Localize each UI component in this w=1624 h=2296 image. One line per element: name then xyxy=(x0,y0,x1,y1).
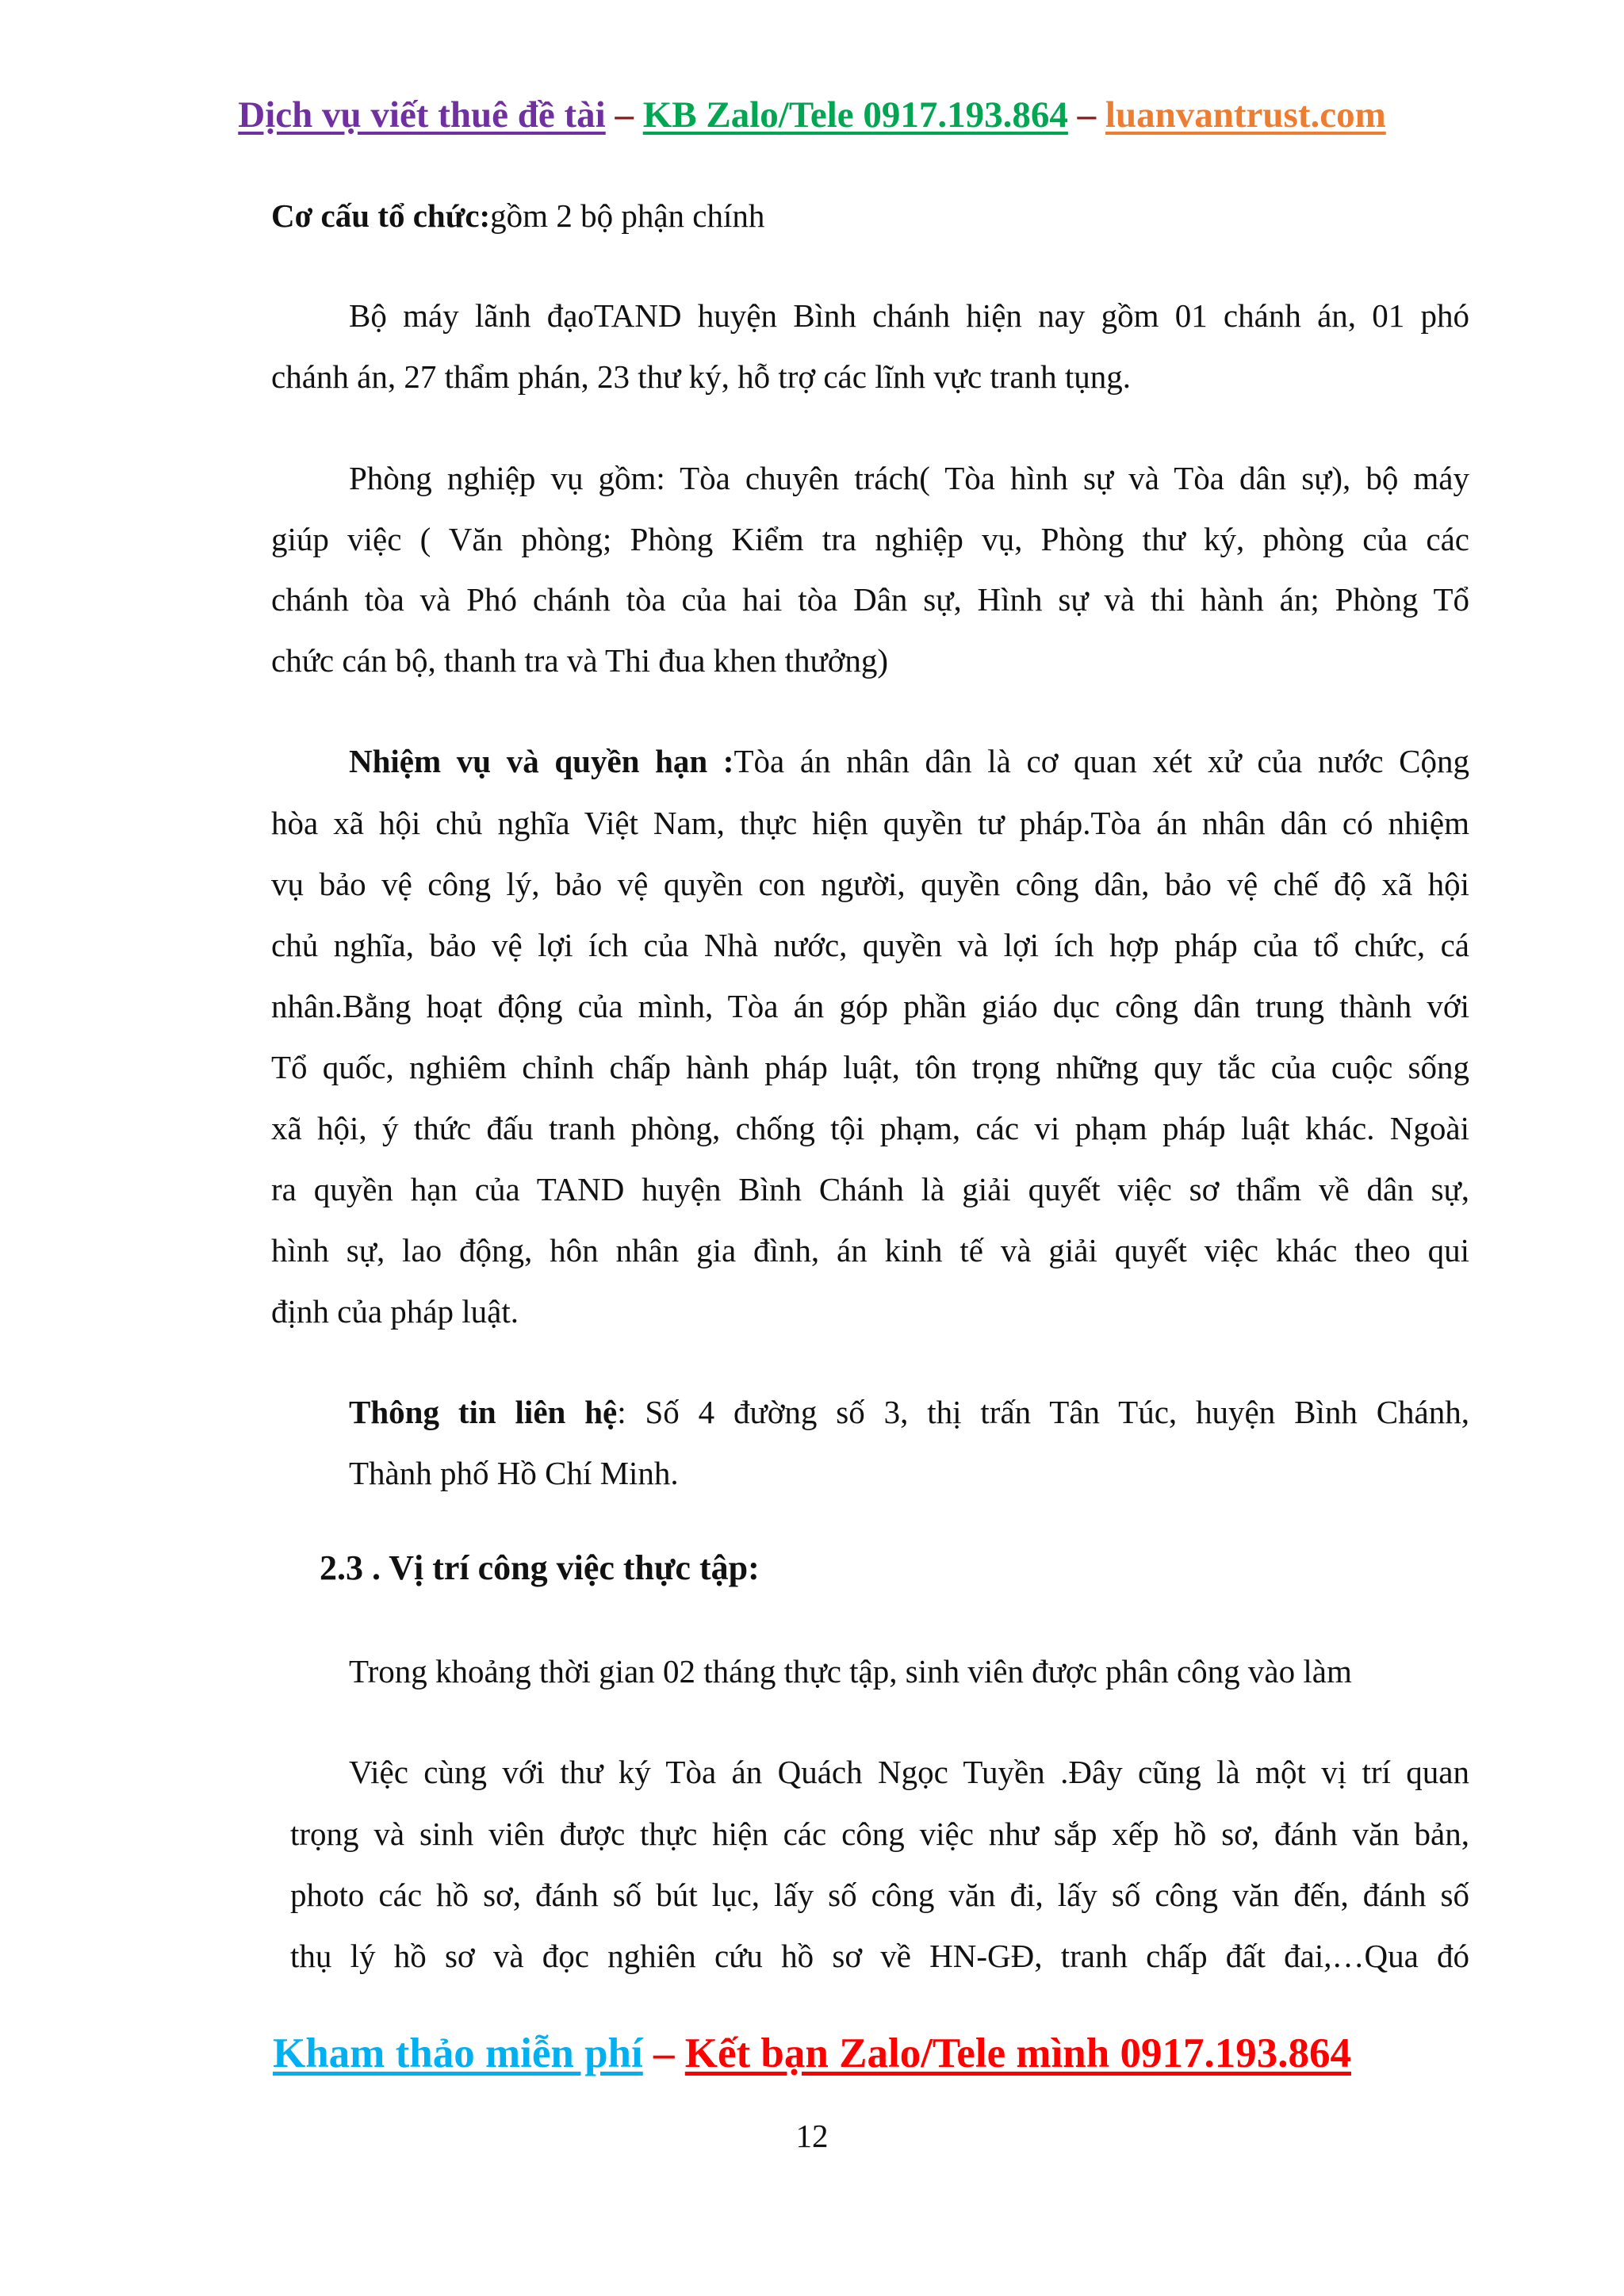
org-structure-line xyxy=(271,195,764,236)
section-heading: 2.3 . Vị trí công việc thực tập: xyxy=(320,1548,760,1587)
paragraph-line: ra quyền hạn của TAND huyện Bình Chánh là giải quyết việc sơ thẩm về dân sự, xyxy=(271,1171,1469,1207)
paragraph-line: photo các hồ sơ, đánh số bút lục, lấy số công văn đi, lấy số công văn đến, đánh số xyxy=(290,1877,1469,1913)
header-separator: – xyxy=(605,94,643,136)
header-website-link[interactable]: luanvantrust.com xyxy=(1105,94,1386,136)
duties-text: Tòa án nhân dân là cơ quan xét xử của nước Cộng xyxy=(733,743,1469,779)
paragraph-line: chánh án, 27 thẩm phán, 23 thư ký, hỗ trợ các lĩnh vực tranh tụng. xyxy=(271,358,1132,395)
paragraph-line: định của pháp luật. xyxy=(271,1293,519,1330)
paragraph-line: chủ nghĩa, bảo vệ lợi ích của Nhà nước, quyền và lợi ích hợp pháp của tổ chức, cá xyxy=(271,927,1469,963)
header-separator: – xyxy=(1067,94,1105,136)
paragraph-line: hòa xã hội chủ nghĩa Việt Nam, thực hiện quyền tư pháp.Tòa án nhân dân có nhiệm xyxy=(271,805,1469,841)
paragraph-line: giúp việc ( Văn phòng; Phòng Kiểm tra nghiệp vụ, Phòng thư ký, phòng của các xyxy=(271,521,1469,557)
contact-text: : Số 4 đường số 3, thị trấn Tân Túc, huyện Bình Chánh, xyxy=(617,1394,1469,1430)
paragraph-line: Phòng nghiệp vụ gồm: Tòa chuyên trách( Tòa hình sự và Tòa dân sự), bộ máy xyxy=(349,460,1469,496)
duties-label: Nhiệm vụ và quyền hạn : xyxy=(349,743,734,779)
contact-first-line xyxy=(349,1391,1469,1433)
paragraph-line: chức cán bộ, thanh tra và Thi đua khen thưởng) xyxy=(271,642,889,679)
paragraph-line: Việc cùng với thư ký Tòa án Quách Ngọc Tuyền .Đây cũng là một vị trí quan xyxy=(349,1754,1469,1790)
header-contact-link[interactable]: KB Zalo/Tele 0917.193.864 xyxy=(642,94,1068,136)
paragraph-line: hình sự, lao động, hôn nhân gia đình, án kinh tế và giải quyết việc khác theo qui xyxy=(271,1232,1469,1269)
org-structure-label: Cơ cấu tổ chức: xyxy=(271,197,491,234)
page-number: 12 xyxy=(795,2118,829,2154)
org-structure-text: gồm 2 bộ phận chính xyxy=(490,197,765,234)
footer-contact-link[interactable]: Kết bạn Zalo/Tele mình 0917.193.864 xyxy=(684,2030,1352,2076)
paragraph-line: Trong khoảng thời gian 02 tháng thực tập, sinh viên được phân công vào làm xyxy=(349,1653,1352,1689)
paragraph-line: chánh tòa và Phó chánh tòa của hai tòa Dân sự, Hình sự và thi hành án; Phòng Tổ xyxy=(271,581,1469,618)
paragraph-line: nhân.Bằng hoạt động của mình, Tòa án góp phần giáo dục công dân trung thành với xyxy=(271,988,1469,1024)
contact-label: Thông tin liên hệ xyxy=(349,1394,618,1430)
footer-free-reference-link[interactable]: Kham thảo miễn phí xyxy=(272,2030,643,2076)
footer-separator: – xyxy=(642,2030,685,2076)
contact-second-line: Thành phố Hồ Chí Minh. xyxy=(349,1455,679,1491)
paragraph-line: xã hội, ý thức đấu tranh phòng, chống tội phạm, các vi phạm pháp luật khác. Ngoài xyxy=(271,1110,1469,1146)
header-ad-line xyxy=(0,94,1624,136)
paragraph-line: Bộ máy lãnh đạoTAND huyện Bình chánh hiện nay gồm 01 chánh án, 01 phó xyxy=(349,297,1469,334)
header-service-link[interactable]: Dịch vụ viết thuê đề tài xyxy=(238,94,606,136)
paragraph-line: vụ bảo vệ công lý, bảo vệ quyền con người, quyền công dân, bảo vệ chế độ xã hội xyxy=(271,866,1469,902)
paragraph-line: Tổ quốc, nghiêm chỉnh chấp hành pháp luật, tôn trọng những quy tắc của cuộc sống xyxy=(271,1049,1469,1085)
footer-ad-line xyxy=(0,2030,1624,2077)
paragraph-line: thụ lý hồ sơ và đọc nghiên cứu hồ sơ về HN-GĐ, tranh chấp đất đai,…Qua đó xyxy=(290,1938,1469,1974)
duties-first-line xyxy=(349,740,1469,782)
paragraph-line: trọng và sinh viên được thực hiện các công việc như sắp xếp hồ sơ, đánh văn bản, xyxy=(290,1816,1469,1852)
